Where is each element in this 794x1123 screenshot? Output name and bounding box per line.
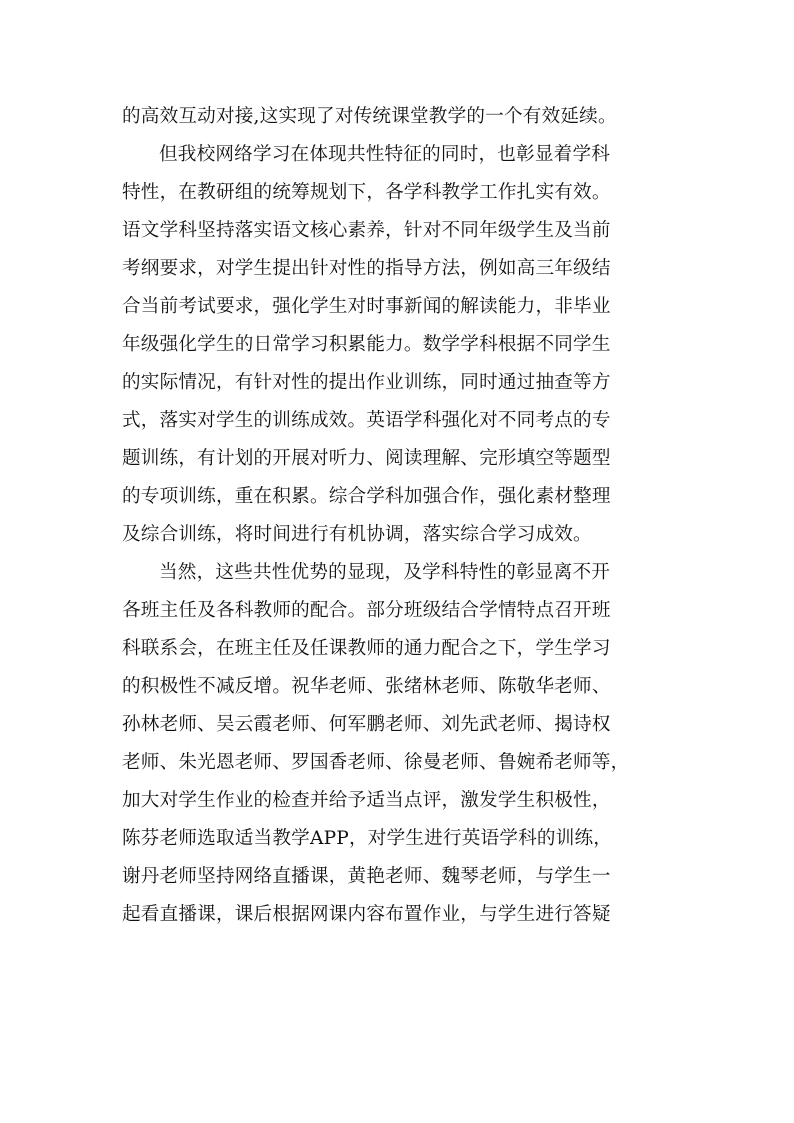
- text-line: 特性，在教研组的统筹规划下，各学科教学工作扎实有效。: [122, 182, 611, 203]
- text-line: 式，落实对学生的训练成效。英语学科强化对不同考点的专: [122, 410, 611, 431]
- text-line: 起看直播课，课后根据网课内容布置作业，与学生进行答疑: [122, 904, 611, 925]
- text-line: 的积极性不减反增。祝华老师、张绪林老师、陈敬华老师、: [122, 676, 611, 697]
- text-line: 考纲要求，对学生提出针对性的指导方法，例如高三年级结: [122, 258, 611, 279]
- paragraph-first-line: 但我校网络学习在体现共性特征的同时，也彰显着学科: [159, 144, 611, 165]
- text-line: 的实际情况，有针对性的提出作业训练，同时通过抽查等方: [122, 372, 611, 393]
- text-line: 老师、朱光恩老师、罗国香老师、徐曼老师、鲁婉希老师等，: [122, 752, 630, 773]
- text-line: 语文学科坚持落实语文核心素养，针对不同年级学生及当前: [122, 220, 611, 241]
- text-line: 年级强化学生的日常学习积累能力。数学学科根据不同学生: [122, 334, 611, 355]
- paragraph-first-line: 当然，这些共性优势的显现，及学科特性的彰显离不开: [159, 562, 611, 583]
- text-line: 科联系会，在班主任及任课教师的通力配合之下，学生学习: [122, 638, 611, 659]
- text-line: 及综合训练，将时间进行有机协调，落实综合学习成效。: [122, 524, 592, 545]
- text-line: 的专项训练，重在积累。综合学科加强合作，强化素材整理: [122, 486, 611, 507]
- body-text: [122, 98, 702, 934]
- text-line: 各班主任及各科教师的配合。部分班级结合学情特点召开班: [122, 600, 611, 621]
- text-line: 题训练，有计划的开展对听力、阅读理解、完形填空等题型: [122, 448, 611, 469]
- text-line: 孙林老师、吴云霞老师、何军鹏老师、刘先武老师、揭诗权: [122, 714, 611, 735]
- text-line: 谢丹老师坚持网络直播课，黄艳老师、魏琴老师，与学生一: [122, 866, 611, 887]
- text-line: 的高效互动对接,这实现了对传统课堂教学的一个有效延续。: [122, 106, 617, 127]
- text-line: 陈芬老师选取适当教学APP，对学生进行英语学科的训练，: [122, 828, 613, 849]
- text-line: 加大对学生作业的检查并给予适当点评，激发学生积极性，: [122, 790, 611, 811]
- text-line: 合当前考试要求，强化学生对时事新闻的解读能力，非毕业: [122, 296, 611, 317]
